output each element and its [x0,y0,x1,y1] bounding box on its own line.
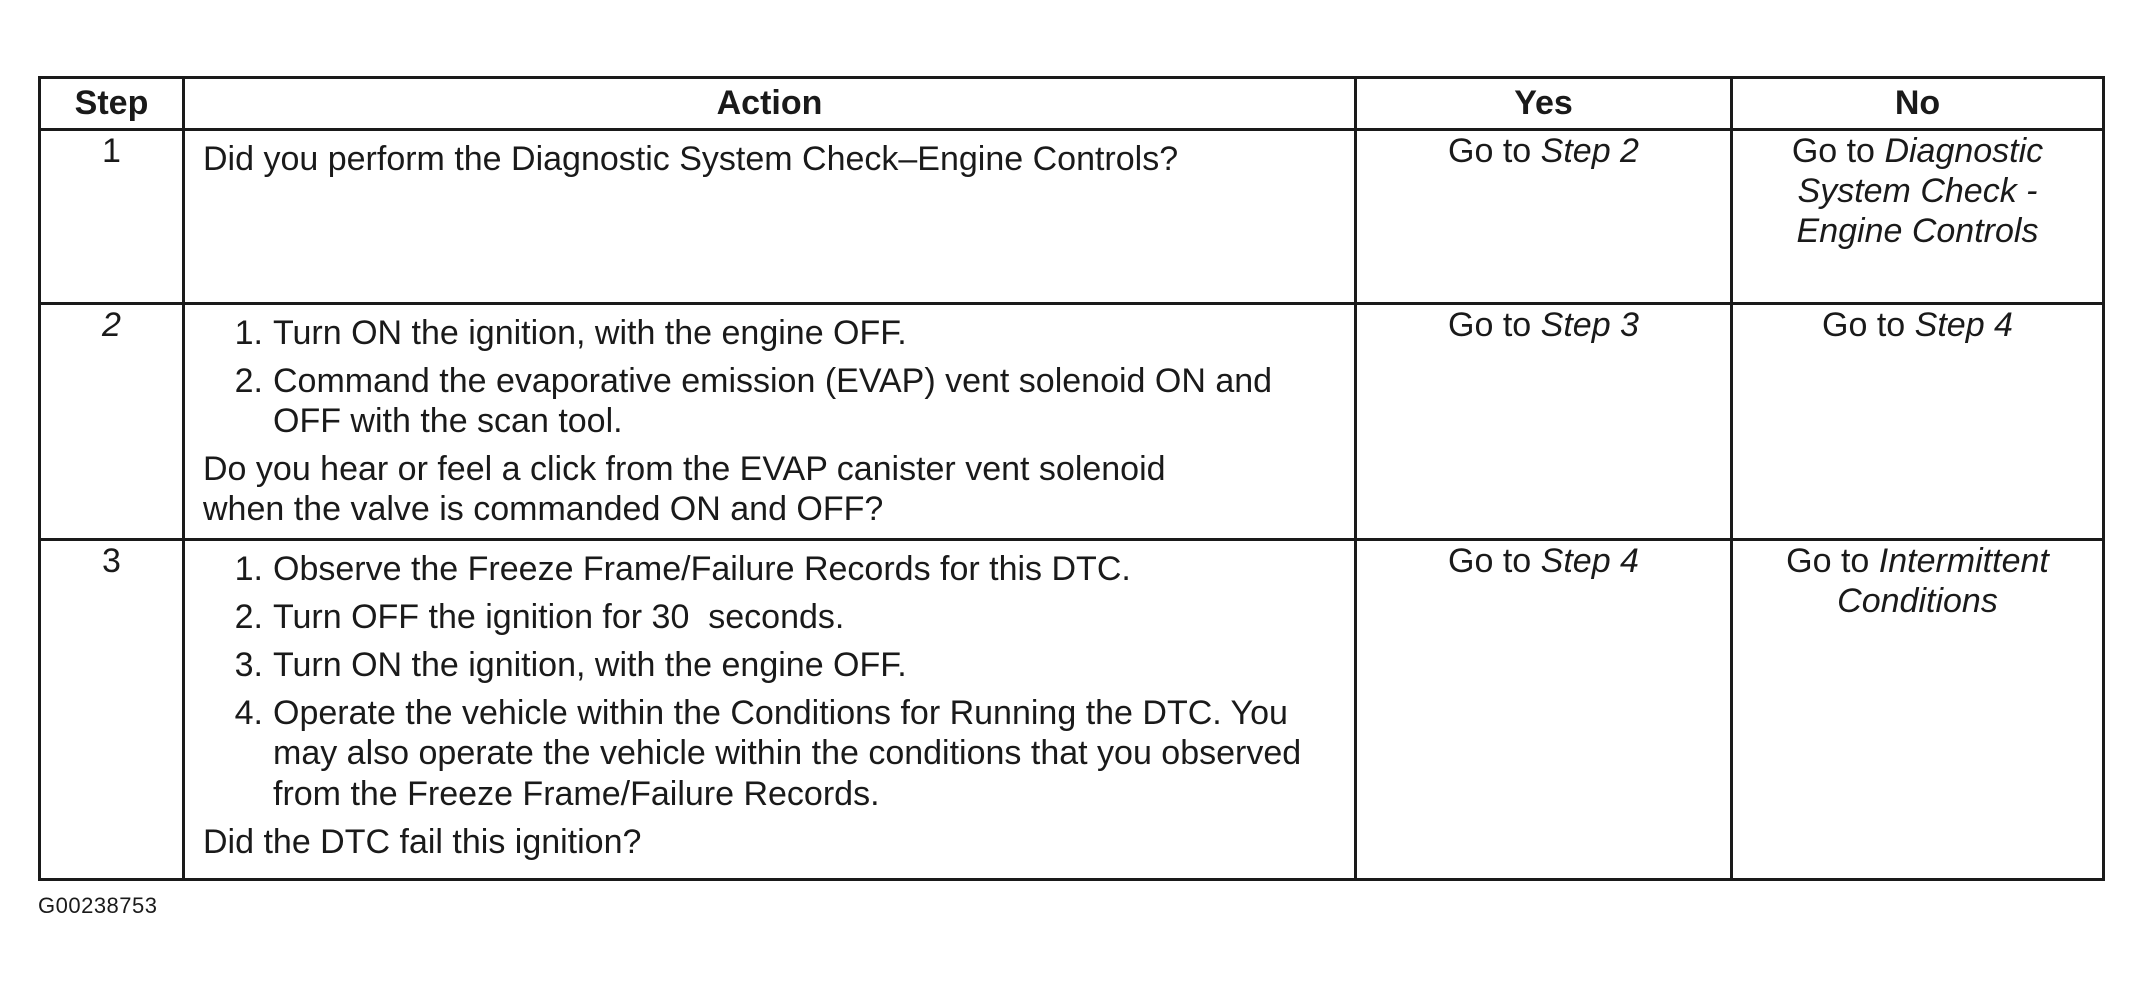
figure-id: G00238753 [38,893,158,918]
yes-prefix: Go to [1448,542,1532,580]
action-cell [184,130,1356,304]
list-item-number: 1. [234,314,263,352]
list-item-text: Operate the vehicle within the Conditions for Running the DTC. You may also operate the vehicle within the conditions that you observed from the Freeze Frame/Failure Records. [273,694,1302,813]
step-number: 3 [40,540,184,880]
list-item-number: 2. [234,598,263,637]
action-cell [184,304,1356,540]
header-row [40,78,2104,130]
list-item-number: 1. [234,550,263,588]
list-item-number: 3. [234,646,263,685]
no-cell [1732,540,2104,880]
header-yes: Yes [1356,78,1732,130]
table-row [40,540,2104,880]
yes-cell [1356,540,1732,880]
no-cell [1732,304,2104,540]
step-number: 1 [40,130,184,304]
yes-prefix: Go to [1448,132,1532,170]
step-question: Did the DTC fail this ignition? [203,822,642,861]
header-step: Step [40,78,184,130]
no-reference: Intermittent Conditions [1837,542,2049,621]
yes-cell [1356,304,1732,540]
no-cell [1732,130,2104,304]
list-item-text: Turn ON the ignition, with the engine OFF. [273,314,907,352]
list-item [203,361,1336,441]
no-prefix: Go to [1791,132,1875,170]
list-item-number: 2. [234,362,263,401]
list-item-text: Turn OFF the ignition for 30 seconds. [273,598,845,637]
list-item [203,313,1336,353]
action-steps-list [203,549,1336,814]
yes-reference: Step 2 [1540,132,1639,170]
step-number: 2 [40,304,184,540]
table-row [40,304,2104,540]
step-question: Did you perform the Diagnostic System Check–Engine Controls? [203,140,1179,178]
list-item [203,597,1336,637]
list-item-number: 4. [234,694,263,733]
yes-prefix: Go to [1448,306,1532,344]
table-row [40,130,2104,304]
list-item [203,549,1336,589]
header-action: Action [184,78,1356,130]
yes-reference: Step 3 [1540,306,1639,344]
no-prefix: Go to [1786,542,1870,580]
no-reference: Diagnostic System Check - Engine Controls [1796,132,2044,251]
list-item-text: Turn ON the ignition, with the engine OFF. [273,646,907,685]
no-prefix: Go to [1822,306,1906,344]
list-item-text: Command the evaporative emission (EVAP) vent solenoid ON and OFF with the scan tool. [273,362,1273,441]
action-steps-list [203,313,1336,441]
yes-cell [1356,130,1732,304]
step-question: Do you hear or feel a click from the EVAP canister vent solenoid when the valve is commanded ON and OFF? [203,450,1166,529]
list-item [203,693,1336,813]
yes-reference: Step 4 [1540,542,1639,580]
action-cell [184,540,1356,880]
list-item-text: Observe the Freeze Frame/Failure Records for this DTC. [273,550,1131,588]
header-no: No [1732,78,2104,130]
diagnostic-table [38,76,2105,881]
no-reference: Step 4 [1914,306,2013,344]
list-item [203,645,1336,685]
